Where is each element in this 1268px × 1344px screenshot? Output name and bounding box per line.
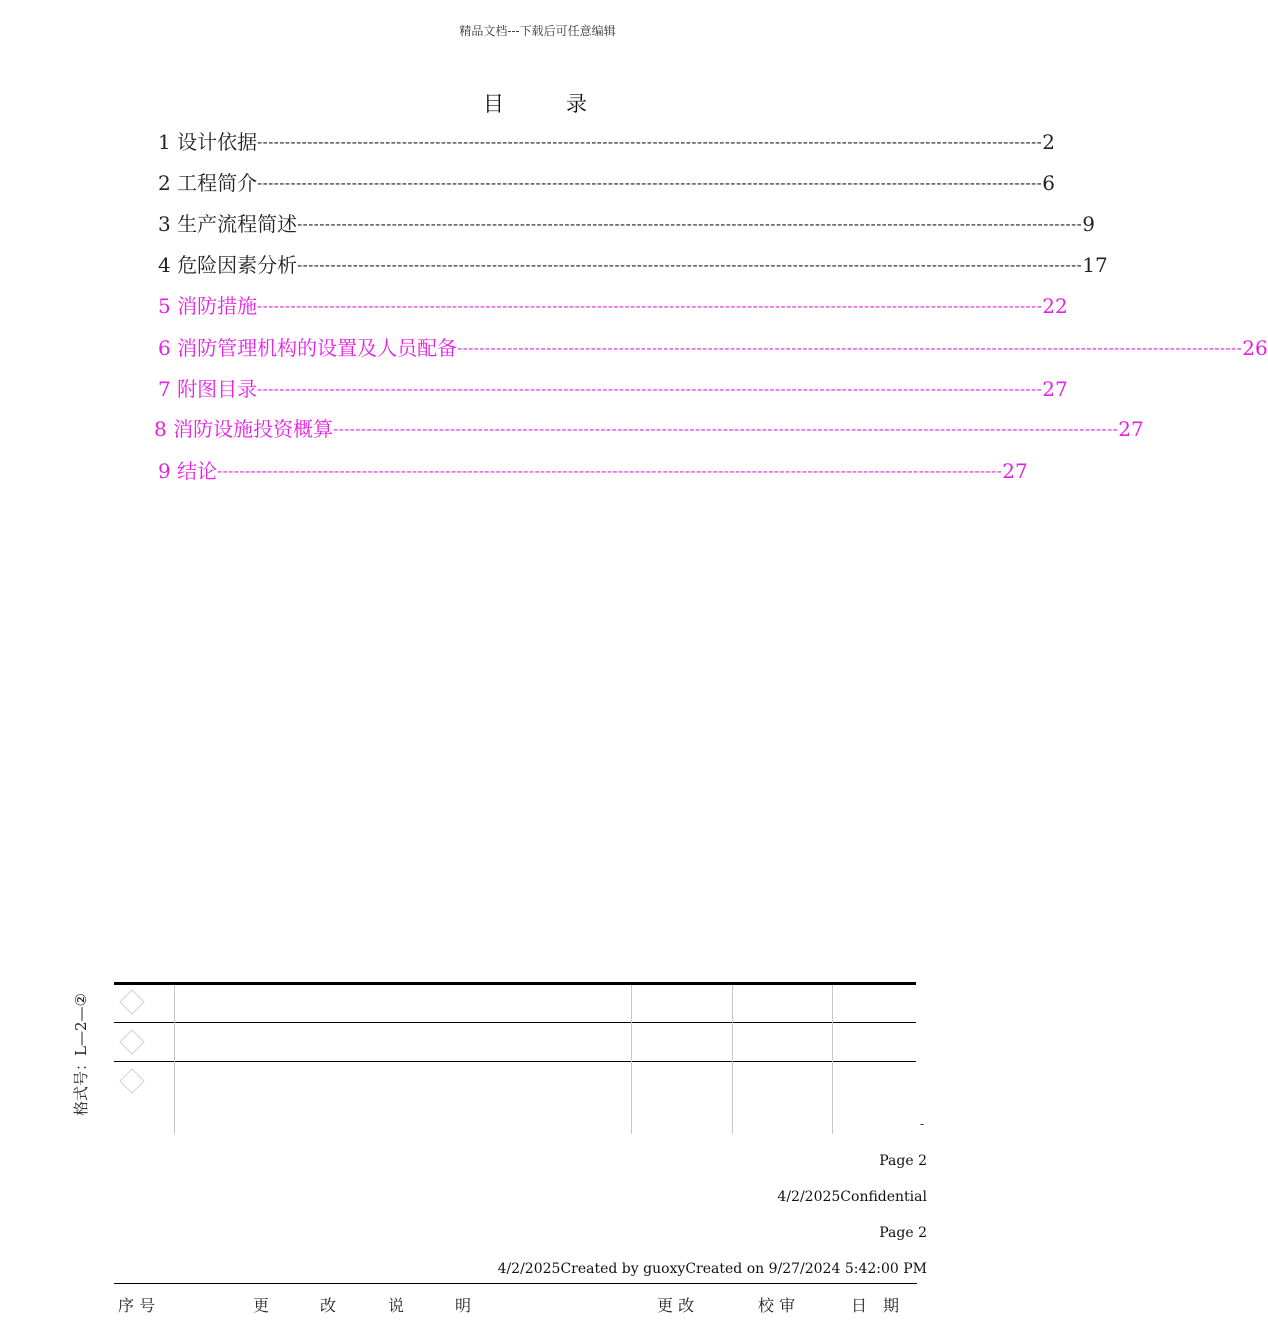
toc-entry-label: 8 消防设施投资概算: [154, 417, 334, 441]
toc-leader: ---------------------------------------------------------------------------------------------------------------------------------------------: [217, 462, 1003, 480]
toc-leader: ---------------------------------------------------------------------------------------------------------------------------------------------: [333, 420, 1119, 438]
toc-entry[interactable]: [154, 415, 1144, 443]
table-rule: [114, 1022, 916, 1023]
toc-entry-label: 6 消防管理机构的设置及人员配备: [158, 336, 458, 360]
toc-title: [483, 88, 587, 118]
table-divider: [174, 985, 175, 1134]
toc-entry-page: 17: [1082, 253, 1108, 277]
toc-entry-page: 6: [1042, 171, 1055, 195]
table-rule: [114, 1061, 916, 1062]
diamond-icon: [119, 989, 144, 1014]
table-divider: [832, 985, 833, 1134]
toc-entry-page: 26: [1242, 336, 1268, 360]
toc-entry-page: 22: [1042, 294, 1068, 318]
footer-date-confidential: 4/2/2025Confidential: [777, 1189, 927, 1205]
toc-leader: ---------------------------------------------------------------------------------------------------------------------------------------------: [297, 215, 1083, 233]
toc-title-left: 目: [483, 92, 504, 116]
toc-entry-page: 27: [1002, 459, 1028, 483]
table-divider: [631, 985, 632, 1134]
label-review: 校 审: [758, 1296, 796, 1315]
toc-entry[interactable]: [158, 375, 1068, 403]
dash-mark: -: [920, 1117, 925, 1131]
table-rule-top: [114, 982, 916, 985]
toc-title-right: 录: [566, 92, 587, 116]
toc-entry[interactable]: [158, 128, 1055, 156]
toc-entry-label: 2 工程简介: [158, 171, 258, 195]
label-change: 更 改: [657, 1296, 695, 1315]
toc-leader: ---------------------------------------------------------------------------------------------------------------------------------------------: [257, 174, 1043, 192]
toc-leader: ---------------------------------------------------------------------------------------------------------------------------------------------: [257, 380, 1043, 398]
toc-entry-label: 1 设计依据: [158, 130, 258, 154]
toc-entry[interactable]: [158, 457, 1028, 485]
label-change-desc-2: 改: [320, 1296, 337, 1315]
diamond-icon: [119, 1068, 144, 1093]
toc-leader: ---------------------------------------------------------------------------------------------------------------------------------------------: [297, 256, 1083, 274]
footer-created: 4/2/2025Created by guoxyCreated on 9/27/2024 5:42:00 PM: [497, 1261, 927, 1277]
toc-entry-page: 9: [1082, 212, 1095, 236]
diamond-icon: [119, 1029, 144, 1054]
label-date: 日 期: [851, 1296, 900, 1315]
footer-page: Page 2: [879, 1153, 927, 1169]
label-change-desc-1: 更: [253, 1296, 270, 1315]
toc-entry-label: 7 附图目录: [158, 377, 258, 401]
toc-entry[interactable]: [158, 292, 1068, 320]
revision-table: [114, 982, 916, 1134]
bottom-rule: [114, 1283, 917, 1284]
toc-entry[interactable]: [158, 334, 1268, 362]
toc-leader: ---------------------------------------------------------------------------------------------------------------------------------------------: [457, 339, 1243, 357]
footer-page: Page 2: [879, 1225, 927, 1241]
toc-entry-label: 5 消防措施: [158, 294, 258, 318]
toc-entry-label: 4 危险因素分析: [158, 253, 298, 277]
toc-entry-page: 27: [1118, 417, 1144, 441]
table-divider: [732, 985, 733, 1134]
label-seq: 序 号: [118, 1296, 156, 1315]
toc-entry[interactable]: [158, 251, 1108, 279]
toc-entry-label: 3 生产流程简述: [158, 212, 298, 236]
toc-leader: ---------------------------------------------------------------------------------------------------------------------------------------------: [257, 133, 1043, 151]
toc-entry-label: 9 结论: [158, 459, 218, 483]
format-code: 格式号：L—2—②: [72, 993, 90, 1116]
label-change-desc-4: 明: [455, 1296, 472, 1315]
toc-entry-page: 2: [1042, 130, 1055, 154]
toc-leader: ---------------------------------------------------------------------------------------------------------------------------------------------: [257, 297, 1043, 315]
toc-entry[interactable]: [158, 169, 1055, 197]
toc-entry[interactable]: [158, 210, 1095, 238]
toc-entry-page: 27: [1042, 377, 1068, 401]
label-change-desc-3: 说: [388, 1296, 405, 1315]
header-note: 精品文档---下载后可任意编辑: [459, 24, 616, 38]
